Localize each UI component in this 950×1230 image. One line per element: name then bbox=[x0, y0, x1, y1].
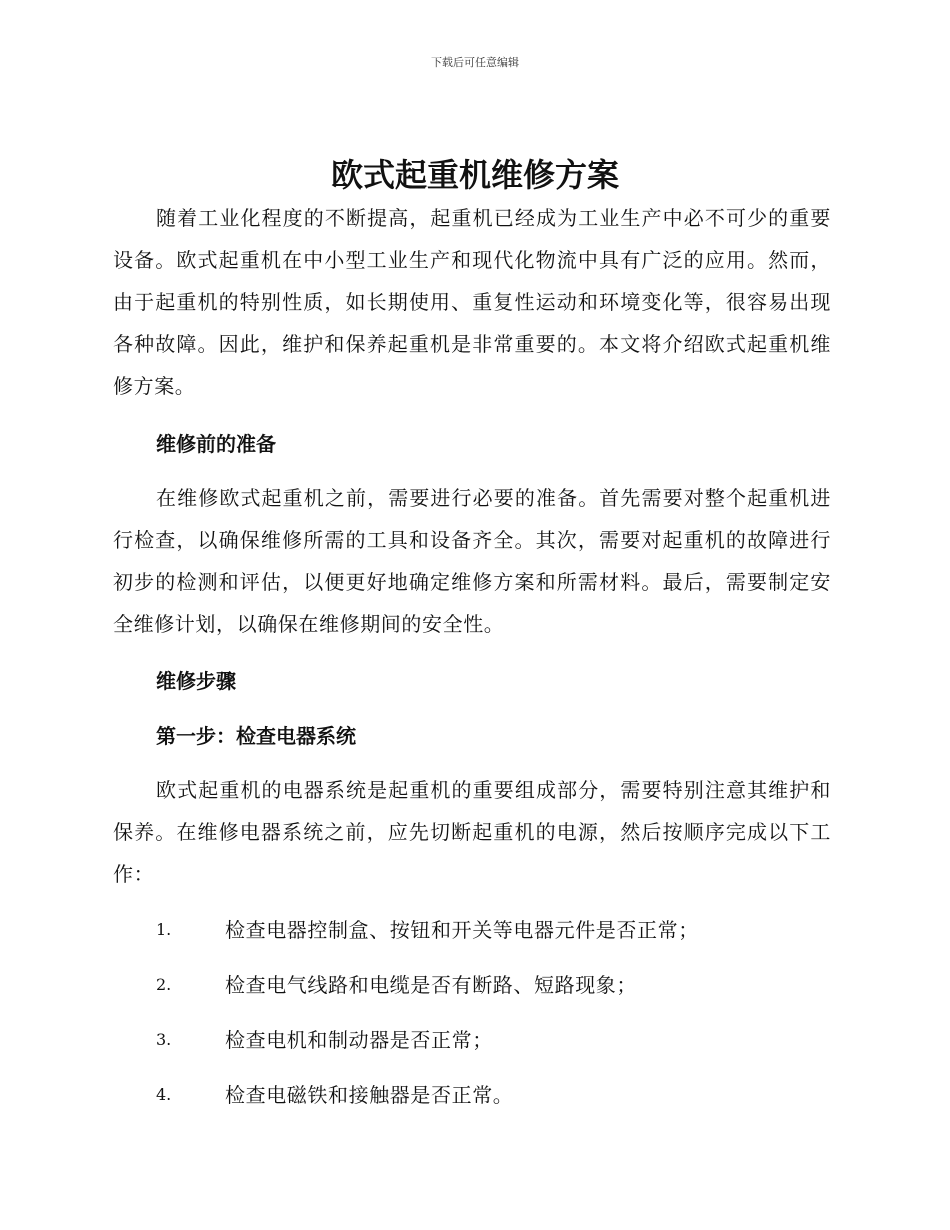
intro-paragraph: 随着工业化程度的不断提高，起重机已经成为工业生产中必不可少的重要设备。欧式起重机在中小型工业生产和现代化物流中具有广泛的应用。然而，由于起重机的特别性质，如长期使用、重复性运动和环境变化等，很容易出现各种故障。因此，维护和保养起重机是非常重要的。本文将介绍欧式起重机维修方案。 bbox=[113, 206, 831, 398]
list-item bbox=[113, 1019, 831, 1074]
prep-section bbox=[113, 423, 831, 465]
list-item bbox=[113, 964, 831, 1019]
step1-list bbox=[113, 909, 831, 1129]
steps-heading: 维修步骤 bbox=[156, 669, 236, 693]
list-number: 3. bbox=[156, 1030, 172, 1049]
list-text: 检查电气线路和电缆是否有断路、短路现象； bbox=[225, 973, 637, 997]
document-title: 欧式起重机维修方案 bbox=[330, 156, 619, 194]
step1-section bbox=[113, 715, 831, 757]
list-text: 检查电机和制动器是否正常； bbox=[225, 1028, 493, 1052]
step1-list-wrapper bbox=[113, 909, 831, 1129]
steps-section bbox=[113, 660, 831, 702]
document-body bbox=[113, 197, 831, 407]
list-item bbox=[113, 1074, 831, 1129]
list-number: 2. bbox=[156, 975, 172, 994]
header-note: 下载后可任意编辑 bbox=[431, 56, 519, 69]
list-number: 1. bbox=[156, 920, 172, 939]
list-text: 检查电磁铁和接触器是否正常。 bbox=[225, 1083, 514, 1107]
prep-paragraph: 在维修欧式起重机之前，需要进行必要的准备。首先需要对整个起重机进行检查，以确保维修所需的工具和设备齐全。其次，需要对起重机的故障进行初步的检测和评估，以便更好地确定维修方案和所需材料。最后，需要制定安全维修计划，以确保在维修期间的安全性。 bbox=[113, 486, 831, 636]
step1-body bbox=[113, 769, 831, 895]
step1-heading: 第一步：检查电器系统 bbox=[156, 724, 356, 748]
list-text: 检查电器控制盒、按钮和开关等电器元件是否正常； bbox=[225, 918, 699, 942]
step1-paragraph: 欧式起重机的电器系统是起重机的重要组成部分，需要特别注意其维护和保养。在维修电器系统之前，应先切断起重机的电源，然后按顺序完成以下工作： bbox=[113, 778, 831, 886]
prep-heading: 维修前的准备 bbox=[156, 432, 276, 456]
prep-body bbox=[113, 477, 831, 645]
list-item bbox=[113, 909, 831, 964]
list-number: 4. bbox=[156, 1085, 172, 1104]
